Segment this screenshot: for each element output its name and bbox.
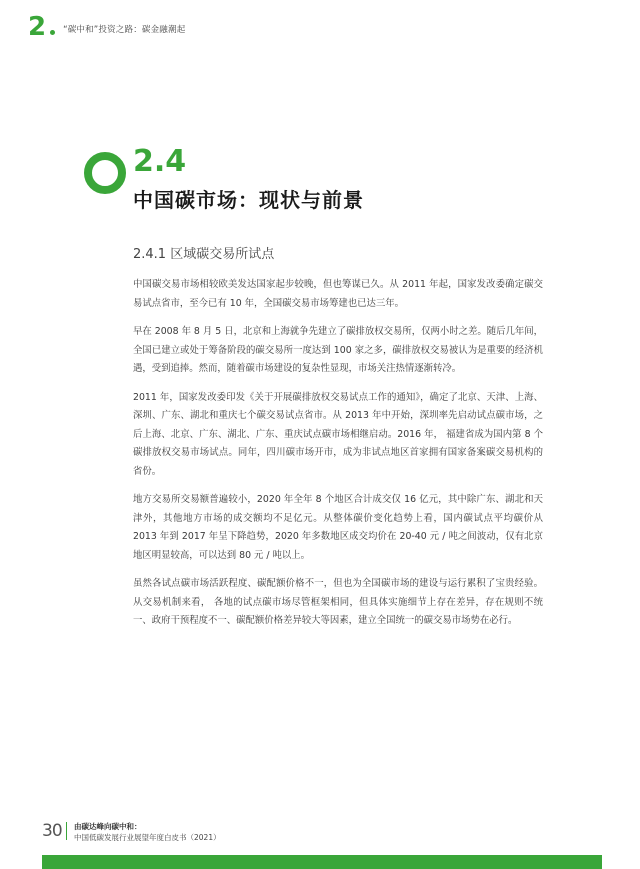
body-text [133, 276, 543, 641]
running-header [28, 12, 185, 42]
paragraph: 地方交易所交易额普遍较小，2020 年全年 8 个地区合计成交仅 16 亿元，其中除广东、湖北和天津外，其他地方市场的成交额均不足亿元。从整体碳价变化趋势上看，国内碳试点平均碳价从 2013 年到 2017 年呈下降趋势，2020 年多数地区成交均价在 20-40 元 / 吨之间波动，仅有北京地区明显较高，可以达到 80 元 / 吨以上。 [133, 494, 543, 561]
paragraph: 虽然各试点碳市场活跃程度、碳配额价格不一，但也为全国碳市场的建设与运行累积了宝贵经验。从交易机制来看， 各地的试点碳市场尽管框架相同，但具体实施细节上存在差异，存在规则不统一、政府干预程度不一、碳配额价格差异较大等因素，建立全国统一的碳交易市场势在必行。 [133, 578, 543, 626]
page-number: 30 [42, 821, 62, 841]
chapter-number: 2 [28, 12, 47, 42]
running-title: “碳中和”投资之路：碳金融潮起 [63, 25, 186, 35]
chapter-dot-icon [50, 30, 55, 35]
footer-divider [66, 822, 67, 840]
paragraph: 2011 年，国家发改委印发《关于开展碳排放权交易试点工作的通知》，确定了北京、天津、上海、深圳、广东、湖北和重庆七个碳交易试点省市。从 2013 年中开始，深圳率先启动试点碳市场，之后上海、北京、广东、湖北、广东、重庆试点碳市场相继启动。2016 年， 福建省成为国内第 8 个碳排放权交易市场试点。同年，四川碳市场开市，成为非试点地区首家拥有国家备案碳交易机构的省份。 [133, 391, 543, 477]
footer-subtitle: 中国低碳发展行业展望年度白皮书（2021） [74, 833, 221, 842]
section-title: 中国碳市场：现状与前景 [133, 188, 364, 212]
footer-title: 由碳达峰向碳中和： [74, 822, 142, 831]
section-ring-icon [84, 152, 126, 194]
subsection-title: 2.4.1 区域碳交易所试点 [133, 247, 275, 262]
paragraph: 早在 2008 年 8 月 5 日，北京和上海就争先建立了碳排放权交易所，仅两小时之差。随后几年间，全国已建立或处于筹备阶段的碳交易所一度达到 100 家之多，碳排放权交易被认为是重要的经济机遇，受到追捧。然而，随着碳市场建设的复杂性显现，市场关注热情逐渐转冷。 [133, 326, 543, 374]
footer-accent-bar [42, 855, 602, 869]
paragraph: 中国碳交易市场相较欧美发达国家起步较晚，但也筹谋已久。从 2011 年起，国家发改委确定碳交易试点省市，至今已有 10 年，全国碳交易市场筹建也已达三年。 [133, 279, 543, 309]
section-number: 2.4 [133, 144, 187, 179]
